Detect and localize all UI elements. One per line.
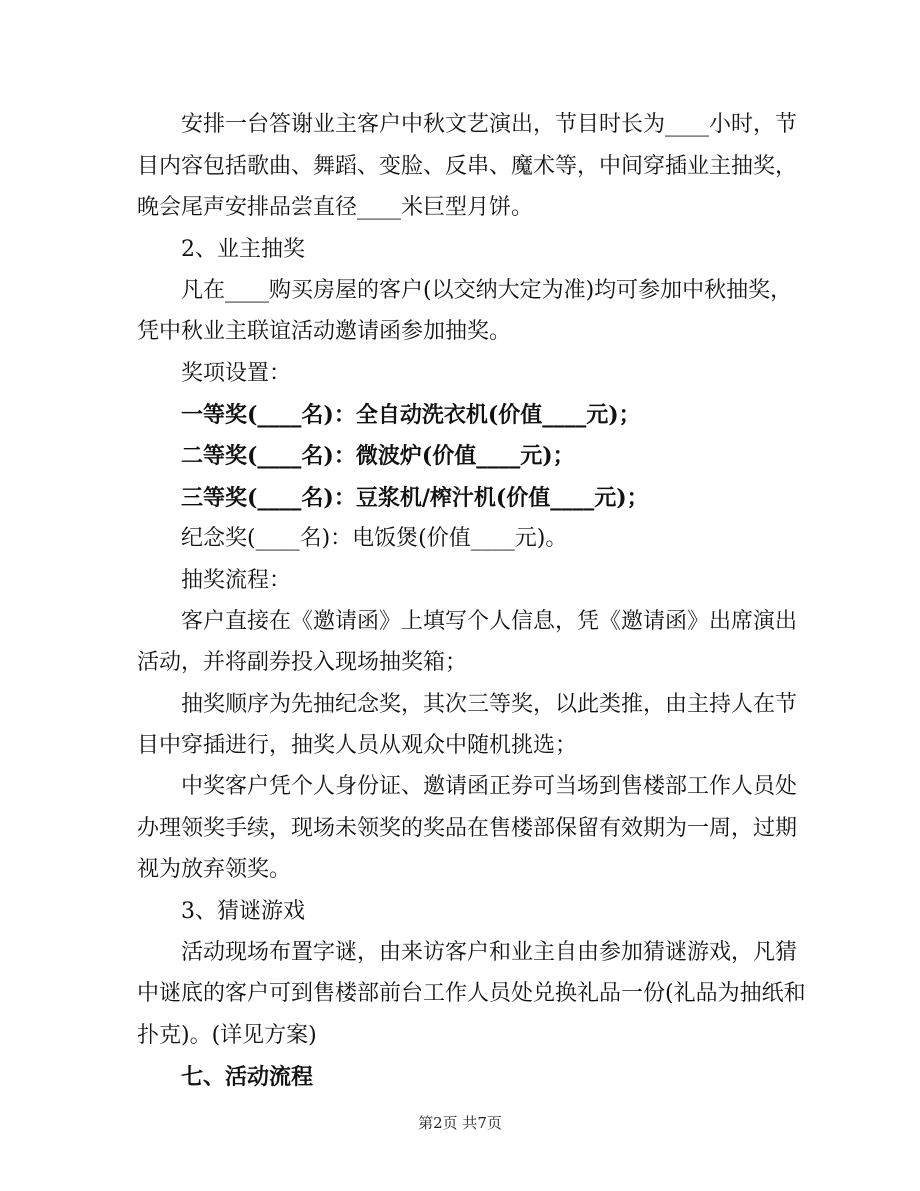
paragraph-14-line-2: 中谜底的客户可到售楼部前台工作人员处兑换礼品一份(礼品为抽纸和 [137, 981, 806, 1006]
first-prize: 一等奖(____名)：全自动洗衣机(价值____元)； [181, 402, 641, 428]
lottery-process-label: 抽奖流程： [181, 568, 292, 593]
paragraph-14-line-3: 扑克)。(详见方案) [137, 1023, 317, 1048]
paragraph-10-line-2: 活动，并将副券投入现场抽奖箱； [137, 650, 468, 675]
paragraph-1-line-1: 安排一台答谢业主客户中秋文艺演出，节目时长为____小时，节 [181, 112, 798, 137]
paragraph-11-line-2: 目中穿插进行，抽奖人员从观众中随机挑选； [137, 733, 578, 758]
paragraph-14-line-1: 活动现场布置字谜，由来访客户和业主自由参加猜谜游戏，凡猜 [181, 940, 798, 965]
paragraph-12-line-1: 中奖客户凭个人身份证、邀请函正券可当场到售楼部工作人员处 [181, 774, 798, 799]
prize-setup-label: 奖项设置： [181, 361, 292, 386]
paragraph-12-line-2: 办理领奖手续，现场未领奖的奖品在售楼部保留有效期为一周，过期 [137, 816, 798, 841]
paragraph-1-line-3: 晚会尾声安排品尝直径____米巨型月饼。 [137, 195, 534, 220]
paragraph-3-line-2: 凭中秋业主联谊活动邀请函参加抽奖。 [137, 319, 512, 344]
paragraph-10-line-1: 客户直接在《邀请函》上填写个人信息，凭《邀请函》出席演出 [181, 609, 798, 634]
paragraph-12-line-3: 视为放弃领奖。 [137, 857, 292, 882]
section-heading-activity-flow: 七、活动流程 [181, 1064, 314, 1090]
paragraph-3-line-1: 凡在____购买房屋的客户(以交纳大定为准)均可参加中秋抽奖， [181, 278, 793, 303]
page-number-footer: 第2页 共7页 [418, 1114, 502, 1132]
third-prize: 三等奖(____名)：豆浆机/榨汁机(价值____元)； [181, 485, 649, 511]
souvenir-prize: 纪念奖(____名)：电饭煲(价值____元)。 [181, 526, 568, 551]
section-heading-riddles: 3、猜谜游戏 [181, 899, 305, 924]
paragraph-1-line-2: 目内容包括歌曲、舞蹈、变脸、反串、魔术等，中间穿插业主抽奖， [137, 154, 798, 179]
section-heading-lottery: 2、业主抽奖 [181, 237, 305, 262]
second-prize: 二等奖(____名)：微波炉(价值____元)； [181, 443, 575, 469]
paragraph-11-line-1: 抽奖顺序为先抽纪念奖，其次三等奖，以此类推，由主持人在节 [181, 692, 798, 717]
